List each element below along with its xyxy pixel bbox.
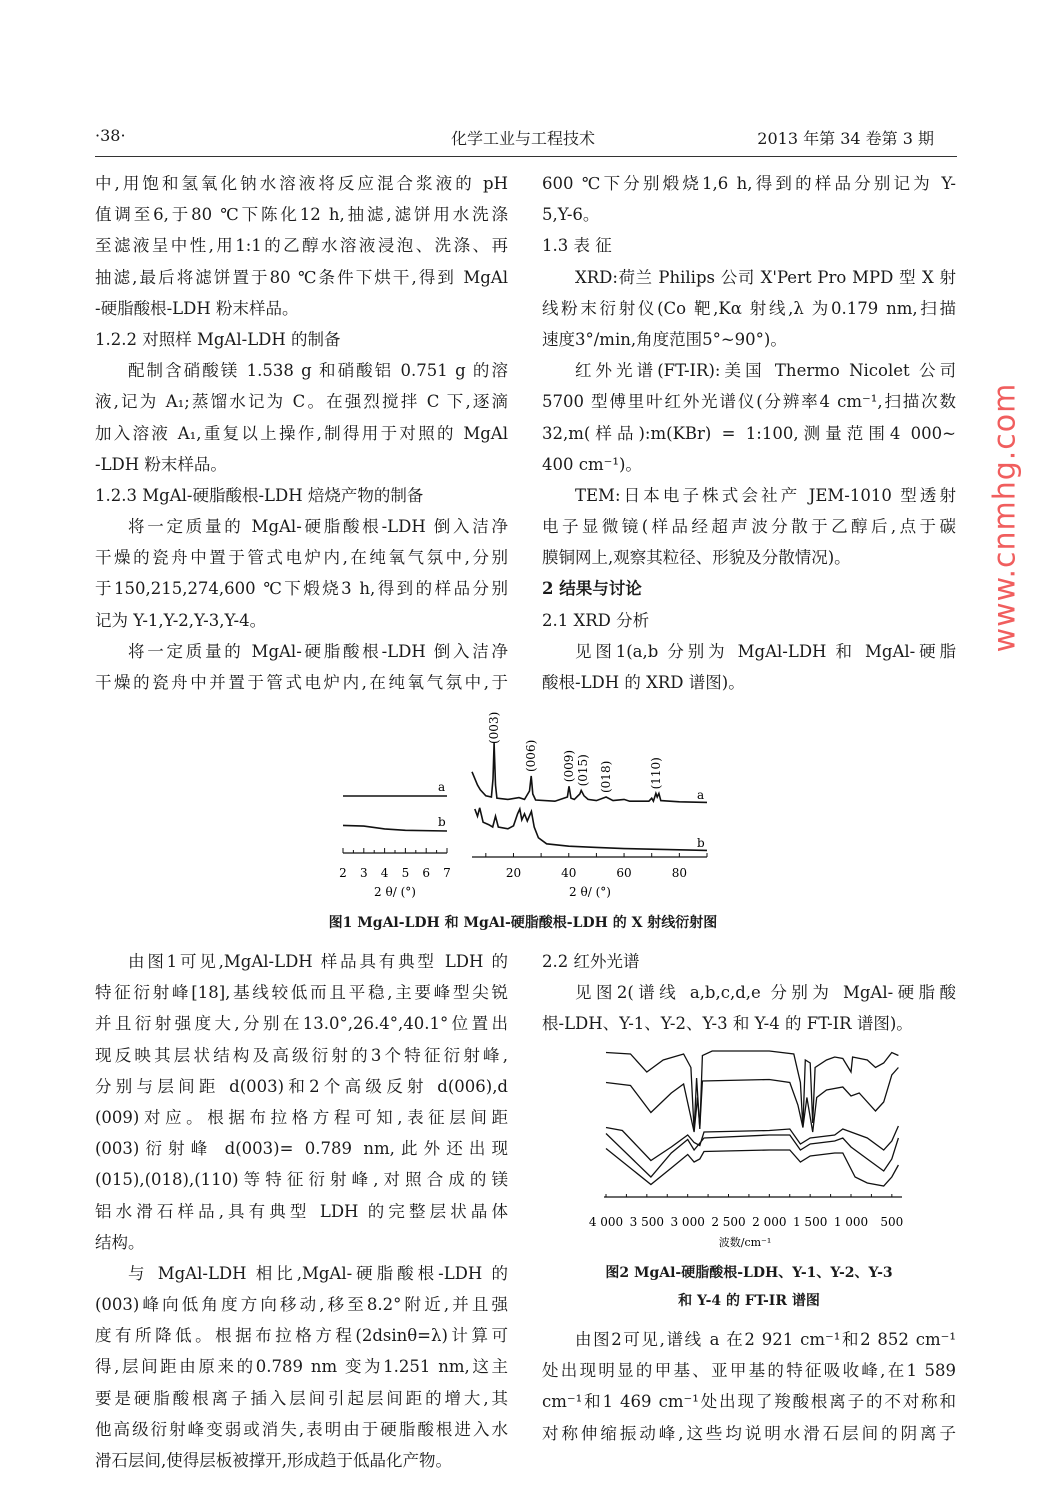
- text-line: 对称伸缩振动峰,这些均说明水滑石层间的阴离子: [542, 1423, 956, 1443]
- text-line: 度有所降低。根据布拉格方程(2dsinθ=λ)计算可: [95, 1326, 508, 1346]
- series-label-a: a: [697, 788, 705, 802]
- text-line: 见图2(谱线 a,b,c,d,e 分别为 MgAl-硬脂酸: [575, 983, 956, 1003]
- x-axis-title: 2 θ/ (°): [569, 885, 611, 899]
- text-line: 处出现明显的甲基、亚甲基的特征吸收峰,在1 589: [542, 1361, 956, 1381]
- xrd-curve-a: [472, 743, 707, 802]
- text-line: 见图1(a,b 分别为 MgAl-LDH 和 MgAl-硬脂: [575, 641, 956, 661]
- section-heading: 1.2.3 MgAl-硬脂酸根-LDH 焙烧产物的制备: [95, 485, 424, 505]
- text-line: XRD:荷兰 Philips 公司 X'Pert Pro MPD 型 X 射: [575, 267, 956, 287]
- header-rule: [95, 156, 957, 157]
- right-column-bottom: [542, 1324, 956, 1449]
- xrd-lowangle-curve-b: [343, 825, 447, 831]
- x-tick-label: 3 500: [629, 1215, 665, 1229]
- text-line: 值调至6,于80 ℃下陈化12 h,抽滤,滤饼用水洗涤: [95, 205, 508, 225]
- text-line: 与 MgAl-LDH 相比,MgAl-硬脂酸根-LDH 的: [128, 1263, 508, 1283]
- x-tick-label: 500: [880, 1215, 904, 1229]
- x-tick-label: 1 000: [833, 1215, 869, 1229]
- figure-2-caption-line-1: 图2 MgAl-硬脂酸根-LDH、Y-1、Y-2、Y-3: [605, 1265, 893, 1281]
- figure-1-caption: 图1 MgAl-LDH 和 MgAl-硬脂酸根-LDH 的 X 射线衍射图: [328, 915, 718, 931]
- text-line: (003)衍射峰 d(003)= 0.789 nm,此外还出现: [95, 1139, 508, 1159]
- text-line: 5700 型傅里叶红外光谱仪(分辨率4 cm⁻¹,扫描次数: [542, 392, 956, 412]
- ftir-curve-1: [606, 1051, 898, 1131]
- page-number: ·38·: [95, 126, 126, 145]
- text-line: 得,层间距由原来的0.789 nm 变为1.251 nm,这主: [95, 1357, 508, 1377]
- x-tick-label: 5: [401, 866, 410, 880]
- text-line: 400 cm⁻¹)。: [542, 454, 642, 474]
- text-line: 根-LDH、Y-1、Y-2、Y-3 和 Y-4 的 FT-IR 谱图)。: [542, 1014, 913, 1034]
- text-line: 酸根-LDH 的 XRD 谱图)。: [542, 673, 745, 692]
- x-tick-label: 3: [359, 866, 368, 880]
- series-label-a: a: [438, 780, 446, 794]
- text-line: 特征衍射峰[18],基线较低而且平稳,主要峰型尖锐: [95, 983, 508, 1003]
- text-line: 将一定质量的 MgAl-硬脂酸根-LDH 倒入洁净: [128, 641, 508, 661]
- text-line: cm⁻¹和1 469 cm⁻¹处出现了羧酸根离子的不对称和: [542, 1392, 956, 1412]
- text-line: 配制含硝酸镁 1.538 g 和硝酸铝 0.751 g 的溶: [128, 361, 508, 381]
- text-line: TEM:日本电子株式会社产 JEM-1010 型透射: [575, 485, 956, 505]
- ftir-curve-2: [606, 1068, 898, 1133]
- text-line: 分别与层间距 d(003)和2个高级反射 d(006),d: [95, 1076, 508, 1096]
- right-column-mid: [542, 946, 956, 1040]
- peak-label: (015): [576, 754, 591, 787]
- text-line: 至滤液呈中性,用1:1的乙醇水溶液浸泡、洗涤、再: [95, 236, 508, 256]
- text-line: 铝水滑石样品,具有典型 LDH 的完整层状晶体: [95, 1201, 508, 1221]
- peak-label: (003): [487, 711, 502, 744]
- x-tick-label: 80: [671, 866, 687, 880]
- text-line: 速度3°/min,角度范围5°~90°)。: [542, 329, 787, 349]
- x-tick-label: 2 000: [752, 1215, 787, 1229]
- text-line: 于150,215,274,600 ℃下煅烧3 h,得到的样品分别: [95, 579, 508, 599]
- x-tick-label: 3 000: [670, 1215, 705, 1229]
- text-line: 电子显微镜(样品经超声波分散于乙醇后,点于碳: [542, 517, 956, 537]
- text-line: (009)对应。根据布拉格方程可知,表征层间距: [95, 1107, 508, 1127]
- text-line: 红外光谱(FT-IR):美国 Thermo Nicolet 公司: [575, 361, 956, 381]
- left-column-bottom: [95, 946, 508, 1476]
- ftir-curve-3: [606, 1126, 898, 1161]
- text-line: 膜铜网上,观察其粒径、形貌及分散情况)。: [542, 548, 851, 568]
- ftir-curve-5: [606, 1149, 898, 1187]
- left-column-top: [95, 168, 508, 698]
- text-line: -硬脂酸根-LDH 粉末样品。: [95, 298, 299, 318]
- x-axis-title: 2 θ/ (°): [374, 885, 416, 899]
- section-heading: 1.3 表 征: [542, 236, 612, 256]
- text-line: 干燥的瓷舟中置于管式电炉内,在纯氧气氛中,分别: [95, 548, 508, 568]
- section-heading: 2 结果与讨论: [542, 579, 642, 599]
- section-heading: 2.2 红外光谱: [542, 952, 640, 971]
- peak-label: (009): [562, 749, 577, 783]
- x-tick-label: 4: [380, 866, 389, 880]
- peak-label: (110): [648, 757, 663, 790]
- text-line: 他高级衍射峰变弱或消失,表明由于硬脂酸根进入水: [95, 1419, 508, 1439]
- xrd-curve-b: [475, 808, 707, 851]
- watermark: www.cnmhg.com: [987, 382, 1023, 653]
- text-line: 滑石层间,使得层板被撑开,形成趋于低晶化产物。: [95, 1451, 452, 1470]
- section-heading: 2.1 XRD 分析: [542, 610, 650, 630]
- journal-title: 化学工业与工程技术: [450, 129, 595, 148]
- text-line: 线粉末衍射仪(Co 靶,Kα 射线,λ 为0.179 nm,扫描: [542, 298, 956, 318]
- x-tick-label: 4 000: [588, 1215, 624, 1229]
- text-line: 抽滤,最后将滤饼置于80 ℃条件下烘干,得到 MgAl: [95, 267, 508, 287]
- text-line: 由图2可见,谱线 a 在2 921 cm⁻¹和2 852 cm⁻¹: [575, 1330, 956, 1349]
- x-axis-title: 波数/cm⁻¹: [718, 1236, 772, 1249]
- x-tick-label: 7: [443, 866, 451, 880]
- x-tick-label: 2: [339, 866, 347, 880]
- text-line: 32,m(样品):m(KBr) = 1:100,测量范围4 000~: [542, 423, 956, 443]
- series-label-b: b: [697, 836, 705, 850]
- figure-2-caption-line-2: 和 Y-4 的 FT-IR 谱图: [678, 1293, 820, 1309]
- right-column-top: [542, 168, 956, 698]
- issue-info: 2013 年第 34 卷第 3 期: [757, 129, 934, 148]
- x-tick-label: 1 500: [792, 1215, 828, 1229]
- x-tick-label: 6: [422, 866, 431, 880]
- x-tick-label: 60: [616, 866, 632, 880]
- x-tick-label: 40: [561, 866, 577, 880]
- text-line: 600 ℃下分别煅烧1,6 h,得到的样品分别记为 Y-: [542, 174, 956, 193]
- text-line: (015),(018),(110)等特征衍射峰,对照合成的镁: [95, 1170, 508, 1190]
- series-label-b: b: [438, 815, 446, 829]
- x-tick-label: 20: [505, 866, 522, 880]
- text-line: 并且衍射强度大,分别在13.0°,26.4°,40.1°位置出: [95, 1014, 508, 1034]
- x-tick-label: 2 500: [711, 1215, 746, 1229]
- text-line: 将一定质量的 MgAl-硬脂酸根-LDH 倒入洁净: [128, 517, 508, 537]
- text-line: 中,用饱和氢氧化钠水溶液将反应混合浆液的 pH: [95, 174, 508, 193]
- text-line: 由图1可见,MgAl-LDH 样品具有典型 LDH 的: [128, 952, 508, 971]
- peak-label: (006): [524, 739, 539, 772]
- text-line: 加入溶液 A₁,重复以上操作,制得用于对照的 MgAl: [95, 423, 508, 443]
- text-line: 液,记为 A₁;蒸馏水记为 C。在强烈搅拌 C 下,逐滴: [95, 392, 508, 412]
- text-line: 现反映其层状结构及高级衍射的3个特征衍射峰,: [95, 1045, 508, 1065]
- ftir-curve-4: [606, 1134, 898, 1178]
- section-heading: 1.2.2 对照样 MgAl-LDH 的制备: [95, 329, 341, 349]
- text-line: 5,Y-6。: [542, 205, 600, 225]
- text-line: 记为 Y-1,Y-2,Y-3,Y-4。: [95, 610, 267, 630]
- text-line: 结构。: [95, 1232, 145, 1252]
- text-line: (003)峰向低角度方向移动,移至8.2°附近,并且强: [95, 1295, 508, 1315]
- peak-label: (018): [599, 760, 614, 793]
- text-line: -LDH 粉末样品。: [95, 454, 227, 474]
- text-line: 要是硬脂酸根离子插入层间引起层间距的增大,其: [95, 1388, 508, 1408]
- text-line: 干燥的瓷舟中并置于管式电炉内,在纯氧气氛中,于: [95, 673, 508, 692]
